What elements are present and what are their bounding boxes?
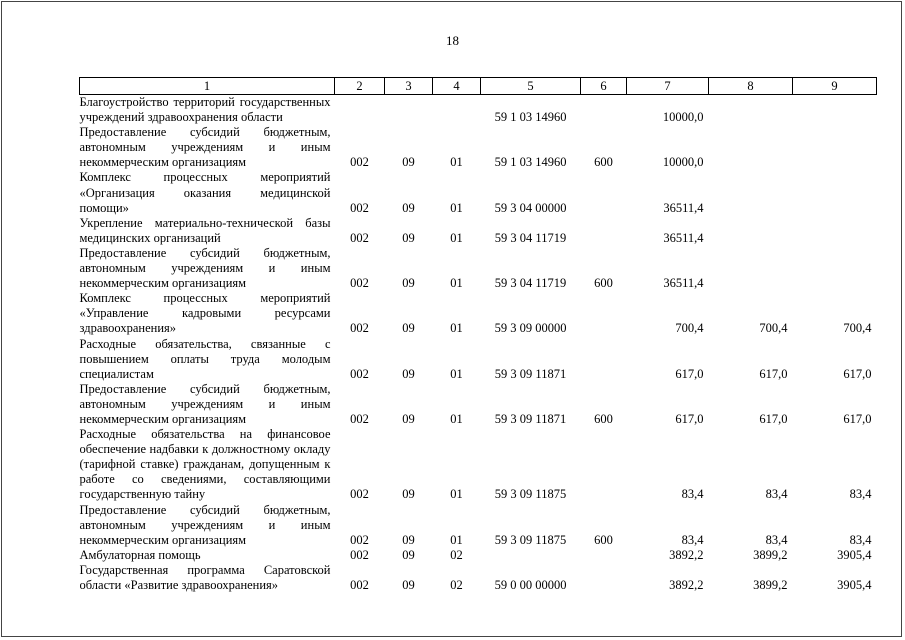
budget-table xyxy=(79,77,877,593)
admin-code-cell: 002 xyxy=(350,321,369,336)
column-header: 6 xyxy=(581,78,627,95)
row-name-cell: Предоставление субсидий бюджетным, автономным учреждениям и иным некоммерческим организациям xyxy=(79,245,331,291)
table-row xyxy=(80,291,877,336)
target-article-cell: 59 3 09 00000 xyxy=(494,321,567,336)
row-name-cell: Укрепление материально-технической базы медицинских организаций xyxy=(79,215,331,245)
amount-year2-cell xyxy=(709,170,793,215)
admin-code-cell: 002 xyxy=(350,200,369,215)
amount-year1-cell: 36511,4 xyxy=(663,200,704,215)
expense-type-cell: 600 xyxy=(594,155,613,170)
expense-type-cell: 600 xyxy=(594,276,613,291)
admin-code-cell: 002 xyxy=(350,366,369,381)
admin-code-cell: 002 xyxy=(350,487,369,502)
admin-code-cell xyxy=(335,95,385,126)
row-name-cell: Предоставление субсидий бюджетным, автономным учреждениям и иным некоммерческим организациям xyxy=(79,381,331,426)
amount-year3-cell xyxy=(793,95,877,126)
amount-year2-cell: 3899,2 xyxy=(753,547,788,562)
target-article-cell: 59 3 09 11875 xyxy=(494,532,567,547)
section-code-cell: 09 xyxy=(402,532,415,547)
table-row xyxy=(80,503,877,548)
subsection-code-cell: 01 xyxy=(450,487,463,502)
amount-year3-cell: 617,0 xyxy=(843,411,872,426)
section-code-cell: 09 xyxy=(402,276,415,291)
table-row xyxy=(80,427,877,502)
expense-type-cell xyxy=(581,291,627,336)
section-code-cell: 09 xyxy=(402,578,415,592)
target-article-cell: 59 1 03 14960 xyxy=(494,110,567,125)
column-header: 9 xyxy=(793,78,877,95)
section-code-cell: 09 xyxy=(402,155,415,170)
amount-year1-cell: 83,4 xyxy=(681,532,704,547)
amount-year2-cell: 617,0 xyxy=(759,411,788,426)
table-row xyxy=(80,337,877,382)
column-header: 3 xyxy=(385,78,433,95)
expense-type-cell xyxy=(581,563,627,593)
amount-year1-cell: 83,4 xyxy=(681,487,704,502)
amount-year1-cell: 36511,4 xyxy=(663,276,704,291)
amount-year3-cell xyxy=(793,216,877,246)
table-row xyxy=(80,382,877,427)
table-row xyxy=(80,216,877,246)
section-code-cell: 09 xyxy=(402,200,415,215)
table-row xyxy=(80,95,877,126)
subsection-code-cell: 01 xyxy=(450,230,463,245)
subsection-code-cell: 01 xyxy=(450,321,463,336)
admin-code-cell: 002 xyxy=(350,532,369,547)
expense-type-cell xyxy=(581,337,627,382)
target-article-cell: 59 3 09 11875 xyxy=(494,487,567,502)
amount-year3-cell xyxy=(793,246,877,291)
subsection-code-cell xyxy=(433,95,481,126)
column-header: 8 xyxy=(709,78,793,95)
amount-year1-cell: 617,0 xyxy=(675,411,704,426)
page-number: 18 xyxy=(446,33,459,48)
admin-code-cell: 002 xyxy=(350,578,369,592)
table-row xyxy=(80,246,877,291)
amount-year1-cell: 3892,2 xyxy=(669,547,704,562)
admin-code-cell: 002 xyxy=(350,547,369,562)
column-header: 5 xyxy=(481,78,581,95)
section-code-cell: 09 xyxy=(402,366,415,381)
section-code-cell: 09 xyxy=(402,230,415,245)
subsection-code-cell: 01 xyxy=(450,155,463,170)
amount-year2-cell: 83,4 xyxy=(765,532,788,547)
column-header: 7 xyxy=(627,78,709,95)
table-body xyxy=(80,95,877,594)
row-name-cell: Благоустройство территорий государственных учреждений здравоохранения области xyxy=(79,95,331,125)
expense-type-cell xyxy=(581,216,627,246)
expense-type-cell: 600 xyxy=(594,411,613,426)
table-row xyxy=(80,548,877,563)
admin-code-cell: 002 xyxy=(350,411,369,426)
amount-year3-cell xyxy=(793,125,877,170)
row-name-cell: Государственная программа Саратовской области «Развитие здравоохранения» xyxy=(79,562,331,592)
target-article-cell: 59 3 09 11871 xyxy=(494,411,567,426)
subsection-code-cell: 01 xyxy=(450,366,463,381)
row-name-cell: Предоставление субсидий бюджетным, автономным учреждениям и иным некоммерческим организациям xyxy=(79,502,331,547)
subsection-code-cell: 01 xyxy=(450,411,463,426)
target-article-cell: 59 0 00 00000 xyxy=(494,578,567,592)
target-article-cell: 59 1 03 14960 xyxy=(494,155,567,170)
subsection-code-cell: 01 xyxy=(450,532,463,547)
column-header: 4 xyxy=(433,78,481,95)
amount-year1-cell: 10000,0 xyxy=(662,155,704,170)
column-header: 1 xyxy=(80,78,335,95)
row-name-cell: Расходные обязательства, связанные с повышением оплаты труда молодым специалистам xyxy=(79,336,331,381)
amount-year2-cell xyxy=(709,95,793,126)
amount-year3-cell: 83,4 xyxy=(849,532,872,547)
expense-type-cell: 600 xyxy=(594,532,613,547)
admin-code-cell: 002 xyxy=(350,230,369,245)
amount-year2-cell xyxy=(709,216,793,246)
target-article-cell: 59 3 09 11871 xyxy=(494,366,567,381)
amount-year3-cell xyxy=(793,170,877,215)
admin-code-cell: 002 xyxy=(350,155,369,170)
table-header-row xyxy=(80,78,877,95)
row-name-cell: Предоставление субсидий бюджетным, автономным учреждениям и иным некоммерческим организациям xyxy=(79,125,331,170)
row-name-cell: Амбулаторная помощь xyxy=(79,547,201,562)
admin-code-cell: 002 xyxy=(350,276,369,291)
subsection-code-cell: 02 xyxy=(450,547,463,562)
amount-year1-cell: 700,4 xyxy=(675,321,704,336)
row-name-cell: Комплекс процессных мероприятий «Организация оказания медицинской помощи» xyxy=(79,170,331,215)
amount-year3-cell: 700,4 xyxy=(843,321,872,336)
section-code-cell: 09 xyxy=(402,321,415,336)
expense-type-cell xyxy=(581,427,627,502)
subsection-code-cell: 01 xyxy=(450,200,463,215)
target-article-cell: 59 3 04 00000 xyxy=(494,200,567,215)
amount-year2-cell: 617,0 xyxy=(759,366,788,381)
amount-year3-cell: 83,4 xyxy=(849,487,872,502)
amount-year2-cell: 83,4 xyxy=(765,487,788,502)
amount-year3-cell: 617,0 xyxy=(843,366,872,381)
amount-year1-cell: 3892,2 xyxy=(669,578,704,592)
amount-year1-cell: 10000,0 xyxy=(662,110,704,125)
section-code-cell: 09 xyxy=(402,487,415,502)
amount-year1-cell: 36511,4 xyxy=(663,230,704,245)
subsection-code-cell: 02 xyxy=(450,578,463,592)
section-code-cell xyxy=(385,95,433,126)
subsection-code-cell: 01 xyxy=(450,276,463,291)
amount-year2-cell: 700,4 xyxy=(759,321,788,336)
expense-type-cell xyxy=(581,170,627,215)
table-row xyxy=(80,125,877,170)
column-header: 2 xyxy=(335,78,385,95)
row-name-cell: Расходные обязательства на финансовое обеспечение надбавки к должностному окладу (тарифной ставке) гражданам, допущенным к работе со сведениями, составляющими государственную тайну xyxy=(79,427,331,502)
expense-type-cell xyxy=(581,95,627,126)
amount-year2-cell xyxy=(709,125,793,170)
section-code-cell: 09 xyxy=(402,411,415,426)
amount-year1-cell: 617,0 xyxy=(675,366,704,381)
row-name-cell: Комплекс процессных мероприятий «Управление кадровыми ресурсами здравоохранения» xyxy=(79,291,331,336)
amount-year3-cell: 3905,4 xyxy=(837,547,872,562)
target-article-cell xyxy=(481,548,581,563)
amount-year3-cell: 3905,4 xyxy=(837,578,872,592)
table-row xyxy=(80,563,877,593)
target-article-cell: 59 3 04 11719 xyxy=(494,230,567,245)
expense-type-cell xyxy=(581,548,627,563)
amount-year2-cell: 3899,2 xyxy=(753,578,788,592)
amount-year2-cell xyxy=(709,246,793,291)
target-article-cell: 59 3 04 11719 xyxy=(494,276,567,291)
table-row xyxy=(80,170,877,215)
section-code-cell: 09 xyxy=(402,547,415,562)
